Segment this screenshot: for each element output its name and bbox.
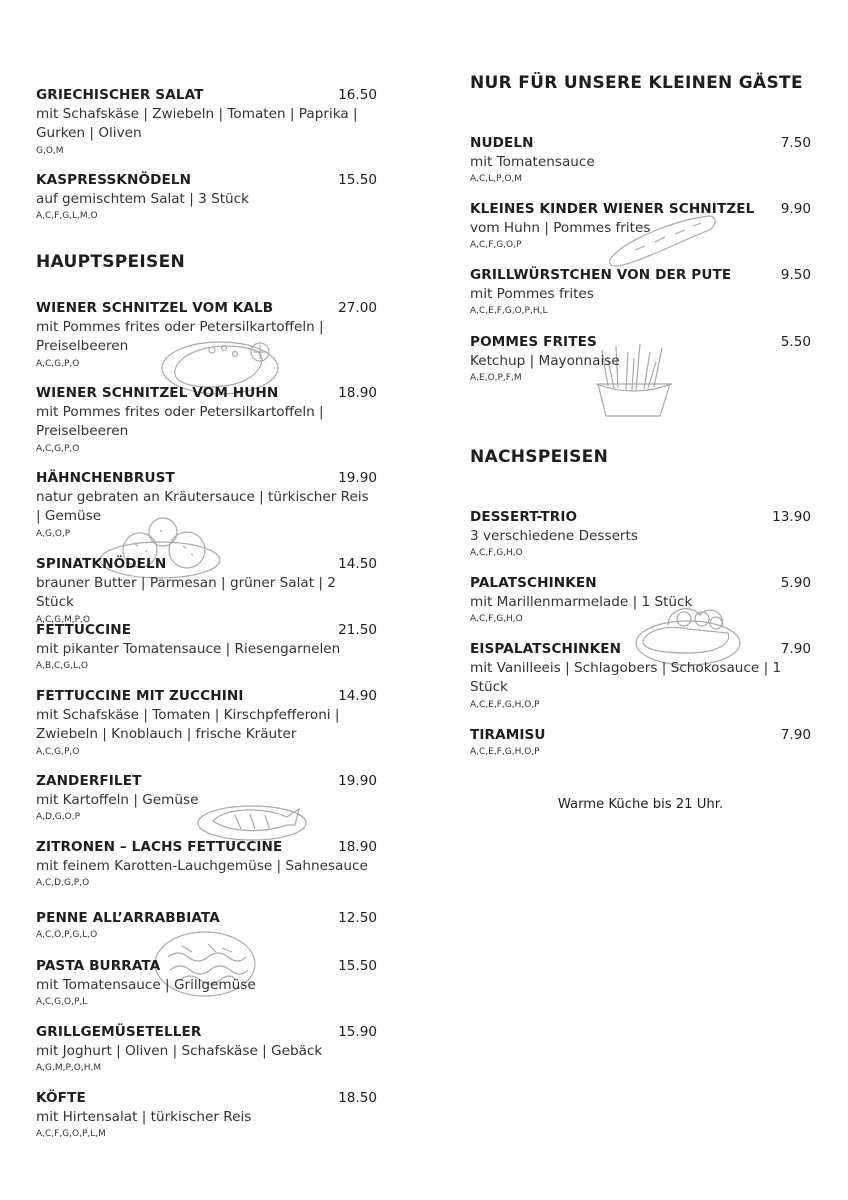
item-name: KASPRESSKNÖDELN [36, 172, 192, 188]
item-name: NUDELN [470, 135, 534, 151]
menu-item [36, 621, 377, 673]
menu-item [36, 909, 377, 942]
menu-item [470, 266, 811, 318]
item-description: mit feinem Karotten-Lauchgemüse | Sahnesauce [36, 858, 368, 874]
item-price: 7.50 [780, 135, 811, 151]
item-description: natur gebraten an Kräutersauce | türkischer Reis | Gemüse [36, 489, 369, 525]
item-name: ZANDERFILET [36, 773, 142, 789]
menu-item [36, 555, 377, 627]
item-price: 7.90 [780, 727, 811, 743]
item-allergens: A,C,E,F,G,O,P,H,L [470, 306, 548, 317]
menu-item [470, 134, 811, 186]
item-name: GRILLGEMÜSETELLER [36, 1024, 202, 1040]
menu-item [470, 726, 811, 759]
menu-item [36, 171, 377, 223]
item-price: 18.50 [338, 1090, 377, 1106]
menu-item [36, 86, 377, 158]
item-name: ZITRONEN – LACHS FETTUCCINE [36, 839, 283, 855]
menu-item [470, 640, 811, 712]
item-name: GRILLWÜRSTCHEN VON DER PUTE [470, 267, 732, 283]
item-description: mit Kartoffeln | Gemüse [36, 792, 199, 808]
item-allergens: A,C,F,G,H,O [470, 548, 523, 559]
item-description: mit pikanter Tomatensauce | Riesengarnelen [36, 641, 341, 657]
item-price: 16.50 [338, 87, 377, 103]
item-description: mit Schafskäse | Tomaten | Kirschpfefferoni | Zwiebeln | Knoblauch | frische Kräuter [36, 707, 340, 743]
item-allergens: A,C,G,P,O [36, 746, 80, 757]
item-name: PENNE ALL’ARRABBIATA [36, 910, 220, 926]
item-allergens: A,C,D,G,P,O [36, 878, 90, 889]
item-name: HÄHNCHENBRUST [36, 470, 175, 486]
item-allergens: A,C,G,P,O [36, 443, 80, 454]
menu-item [470, 200, 811, 252]
item-description: mit Pommes frites [470, 286, 594, 302]
item-price: 9.50 [780, 267, 811, 283]
menu-item [470, 508, 811, 560]
item-price: 13.90 [772, 509, 811, 525]
item-price: 14.50 [338, 556, 377, 572]
item-allergens: A,C,F,G,H,O [470, 614, 523, 625]
item-description: auf gemischtem Salat | 3 Stück [36, 191, 249, 207]
item-name: SPINATKNÖDELN [36, 556, 167, 572]
item-name: PALATSCHINKEN [470, 575, 597, 591]
kitchen-hours-note: Warme Küche bis 21 Uhr. [557, 797, 724, 812]
item-price: 7.90 [780, 641, 811, 657]
item-name: DESSERT-TRIO [470, 509, 578, 525]
item-allergens: A,C,E,F,G,H,O,P [470, 747, 540, 757]
menu-item [36, 772, 377, 824]
menu-item [36, 1089, 377, 1141]
section-heading-kids: NUR FÜR UNSERE KLEINEN GÄSTE [470, 73, 803, 93]
item-name: TIRAMISU [470, 727, 546, 743]
item-description: Ketchup | Mayonnaise [470, 353, 620, 369]
item-name: WIENER SCHNITZEL VOM KALB [36, 300, 274, 316]
item-description: mit Schafskäse | Zwiebeln | Tomaten | Paprika | Gurken | Oliven [36, 106, 358, 142]
item-description: vom Huhn | Pommes frites [470, 220, 651, 236]
item-price: 15.90 [338, 1024, 377, 1040]
item-description: mit Marillenmarmelade | 1 Stück [470, 594, 693, 610]
item-price: 27.00 [338, 300, 377, 316]
menu-item [36, 1023, 377, 1075]
item-allergens: A,C,G,P,O [36, 358, 80, 369]
item-price: 19.90 [338, 773, 377, 789]
item-description: mit Pommes frites oder Petersilkartoffeln | Preiselbeeren [36, 319, 324, 355]
item-price: 18.90 [338, 839, 377, 855]
item-description: 3 verschiedene Desserts [470, 528, 638, 544]
section-heading-hauptspeisen: HAUPTSPEISEN [36, 252, 186, 272]
item-price: 15.50 [338, 172, 377, 188]
item-description: mit Tomatensauce [470, 154, 595, 170]
item-allergens: A,C,O,P,G,L,O [36, 930, 98, 940]
item-allergens: A,C,L,P,O,M [470, 174, 523, 185]
item-name: POMMES FRITES [470, 334, 597, 350]
menu-item [36, 469, 377, 541]
menu-item [36, 957, 377, 1009]
item-price: 21.50 [338, 622, 377, 638]
item-description: mit Vanilleeis | Schlagobers | Schokosauce | 1 Stück [470, 660, 782, 696]
item-description: mit Tomatensauce | Grillgemüse [36, 977, 256, 993]
item-allergens: A,C,F,G,O,P,L,M [36, 1129, 106, 1140]
menu-item [470, 574, 811, 626]
item-allergens: A,G,O,P [36, 528, 71, 539]
item-description: brauner Butter | Parmesan | grüner Salat | 2 Stück [36, 575, 336, 611]
item-allergens: A,C,F,G,L,M,O [36, 211, 98, 222]
item-price: 14.90 [338, 688, 377, 704]
menu-item [470, 333, 811, 385]
item-price: 15.50 [338, 958, 377, 974]
item-allergens: G,O,M [36, 145, 64, 156]
item-price: 19.90 [338, 470, 377, 486]
item-name: EISPALATSCHINKEN [470, 641, 622, 657]
item-price: 18.90 [338, 385, 377, 401]
item-price: 9.90 [780, 201, 811, 217]
item-description: mit Pommes frites oder Petersilkartoffeln | Preiselbeeren [36, 404, 324, 440]
item-description: mit Joghurt | Oliven | Schafskäse | Gebäck [36, 1043, 323, 1059]
item-allergens: A,C,F,G,O,P [470, 240, 522, 251]
menu-item [36, 299, 377, 371]
item-allergens: A,C,E,F,G,H,O,P [470, 699, 540, 710]
item-price: 5.90 [780, 575, 811, 591]
item-price: 12.50 [338, 910, 377, 926]
menu-item [36, 687, 377, 759]
item-name: WIENER SCHNITZEL VOM HUHN [36, 385, 279, 401]
item-name: FETTUCCINE [36, 622, 132, 638]
item-name: PASTA BURRATA [36, 958, 161, 974]
item-description: mit Hirtensalat | türkischer Reis [36, 1109, 252, 1125]
item-allergens: A,E,O,P,F,M [470, 373, 522, 384]
item-allergens: A,G,M,P,O,H,M [36, 1063, 102, 1074]
item-name: KÖFTE [36, 1090, 86, 1106]
section-heading-nachspeisen: NACHSPEISEN [470, 447, 609, 467]
menu-item [36, 838, 377, 890]
item-name: KLEINES KINDER WIENER SCHNITZEL [470, 201, 755, 217]
item-allergens: A,B,C,G,L,O [36, 661, 88, 672]
item-price: 5.50 [780, 334, 811, 350]
item-allergens: A,D,G,O,P [36, 812, 81, 823]
item-allergens: A,C,G,O,P,L [36, 997, 88, 1008]
item-allergens: A,C,G,M,P,O [36, 614, 90, 625]
item-name: FETTUCCINE MIT ZUCCHINI [36, 688, 244, 704]
menu-item [36, 384, 377, 456]
item-name: GRIECHISCHER SALAT [36, 87, 204, 103]
